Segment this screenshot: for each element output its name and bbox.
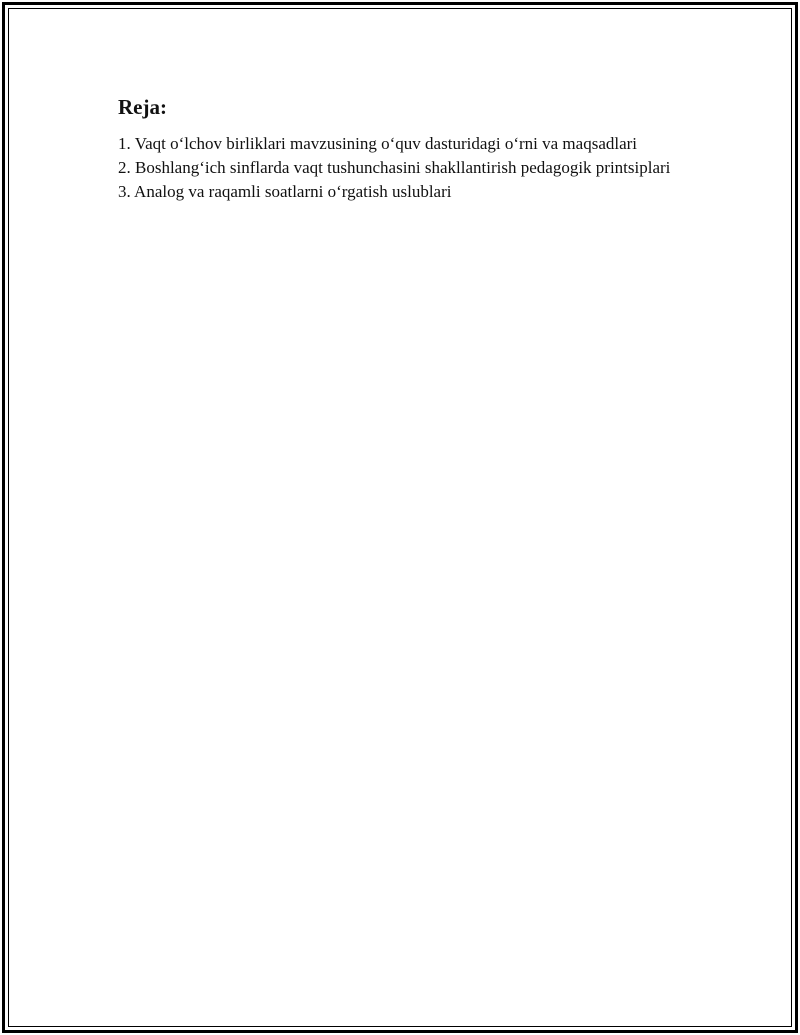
plan-list [118,132,698,204]
plan-item-2: 2. Boshlang‘ich sinflarda vaqt tushunchasini shakllantirish pedagogik printsiplari [118,158,671,177]
plan-item-1: 1. Vaqt o‘lchov birliklari mavzusining o‘quv dasturidagi o‘rni va maqsadlari [118,134,638,153]
plan-heading: Reja: [118,95,167,119]
page-content [118,94,698,204]
plan-item-3: 3. Analog va raqamli soatlarni o‘rgatish uslublari [118,182,452,201]
